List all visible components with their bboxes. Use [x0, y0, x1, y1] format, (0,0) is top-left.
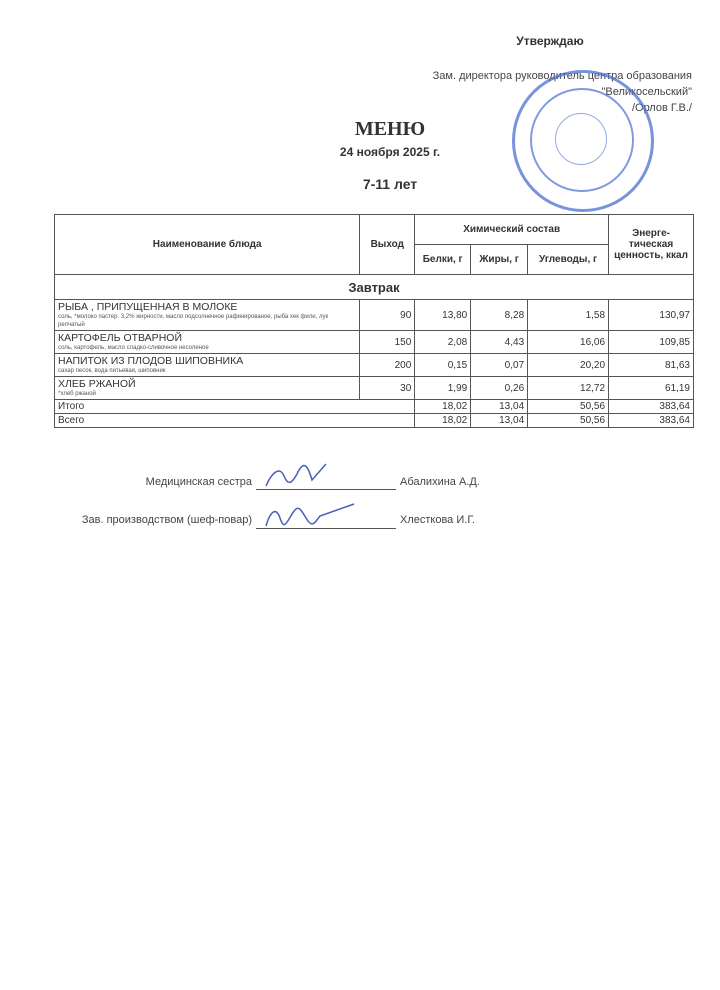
subtotal-fat: 13,04 — [471, 400, 528, 414]
dish-yield: 30 — [360, 377, 415, 400]
signature-name-nurse: Абалихина А.Д. — [400, 476, 480, 488]
dish-composition: сахар песок, вода питьевая, шиповник — [58, 368, 166, 374]
dish-carbs: 1,58 — [528, 300, 609, 331]
approval-organization: "Великосельский" — [601, 86, 692, 98]
dish-fat: 0,07 — [471, 354, 528, 377]
dish-yield: 150 — [360, 331, 415, 354]
page-title: МЕНЮ — [354, 118, 426, 140]
signature-role-nurse: Медицинская сестра — [145, 476, 252, 488]
header-protein: Белки, г — [415, 245, 471, 275]
dish-energy: 109,85 — [609, 331, 694, 354]
dish-yield: 200 — [360, 354, 415, 377]
header-dish-name: Наименование блюда — [55, 215, 360, 275]
dish-energy: 61,19 — [609, 377, 694, 400]
table-row — [55, 354, 694, 377]
total-energy: 383,64 — [609, 414, 694, 428]
table-row — [55, 300, 694, 331]
dish-composition: соль, картофель, масло сладко-сливочное несоленое — [58, 345, 209, 351]
approval-position: Зам. директора руководитель центра образования — [432, 70, 692, 82]
section-breakfast: Завтрак — [55, 275, 694, 300]
dish-composition: *хлеб ржаной — [58, 391, 96, 397]
dish-carbs: 12,72 — [528, 377, 609, 400]
header-energy: Энерге-тическая ценность, ккал — [609, 215, 694, 275]
menu-date: 24 ноября 2025 г. — [339, 145, 441, 159]
dish-energy: 130,97 — [609, 300, 694, 331]
dish-protein: 13,80 — [415, 300, 471, 331]
signature-name-chef: Хлесткова И.Г. — [400, 514, 475, 526]
table-row — [55, 377, 694, 400]
menu-table — [54, 214, 694, 428]
total-fat: 13,04 — [471, 414, 528, 428]
dish-protein: 2,08 — [415, 331, 471, 354]
subtotal-energy: 383,64 — [609, 400, 694, 414]
dish-name: ХЛЕБ РЖАНОЙ — [58, 378, 136, 390]
dish-name: НАПИТОК ИЗ ПЛОДОВ ШИПОВНИКА — [58, 355, 244, 367]
dish-yield: 90 — [360, 300, 415, 331]
dish-energy: 81,63 — [609, 354, 694, 377]
total-carbs: 50,56 — [528, 414, 609, 428]
stamp-core-icon — [555, 113, 607, 165]
subtotal-protein: 18,02 — [415, 400, 471, 414]
dish-carbs: 16,06 — [528, 331, 609, 354]
dish-composition: соль, *молоко пастер. 3,2% жирности, масло подсолнечное рафинированое, рыба хек филе, лук репчатый — [58, 314, 329, 328]
header-carbs: Углеводы, г — [528, 245, 609, 275]
total-label: Всего — [55, 414, 415, 428]
approval-title: Утверждаю — [516, 34, 584, 48]
age-group: 7-11 лет — [362, 176, 418, 192]
total-protein: 18,02 — [415, 414, 471, 428]
dish-protein: 0,15 — [415, 354, 471, 377]
subtotal-label: Итого — [55, 400, 415, 414]
dish-fat: 0,26 — [471, 377, 528, 400]
header-chemical-composition: Химический состав — [415, 215, 609, 245]
dish-name: РЫБА , ПРИПУЩЕННАЯ В МОЛОКЕ — [58, 301, 238, 313]
total-row — [55, 414, 694, 428]
dish-fat: 8,28 — [471, 300, 528, 331]
dish-carbs: 20,20 — [528, 354, 609, 377]
dish-fat: 4,43 — [471, 331, 528, 354]
header-yield: Выход — [360, 215, 415, 275]
subtotal-row — [55, 400, 694, 414]
subtotal-carbs: 50,56 — [528, 400, 609, 414]
dish-name: КАРТОФЕЛЬ ОТВАРНОЙ — [58, 332, 182, 344]
dish-protein: 1,99 — [415, 377, 471, 400]
handwritten-signature-icon — [262, 500, 362, 532]
approval-signer: /Орлов Г.В./ — [631, 102, 692, 114]
signature-role-chef: Зав. производством (шеф-повар) — [81, 514, 252, 526]
handwritten-signature-icon — [262, 462, 332, 492]
table-row — [55, 331, 694, 354]
header-fat: Жиры, г — [471, 245, 528, 275]
